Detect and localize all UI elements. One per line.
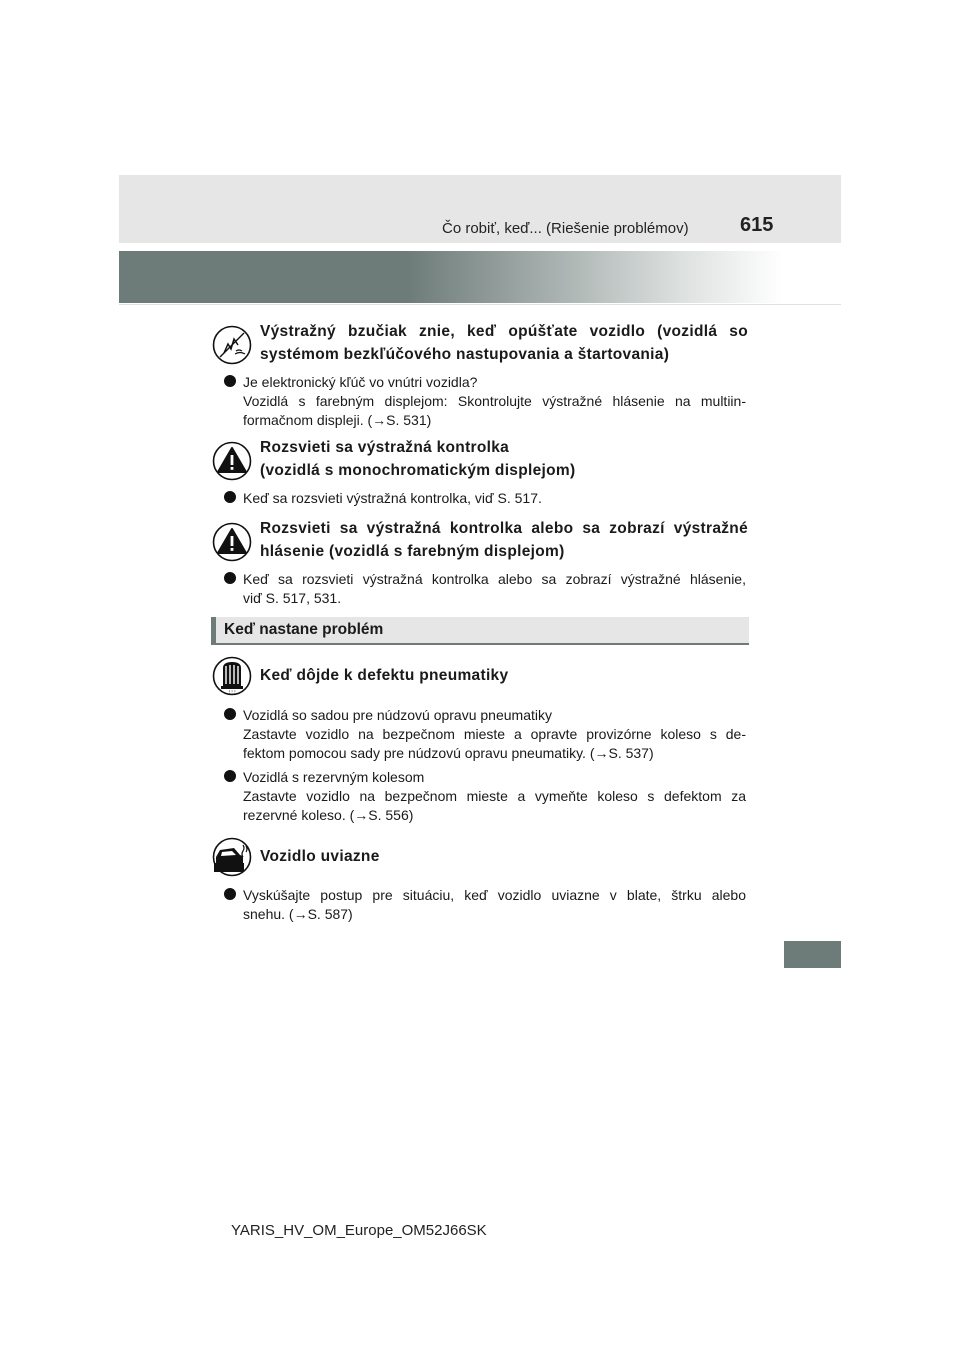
flat-tire-icon bbox=[212, 656, 252, 696]
bullet-dot bbox=[224, 375, 236, 387]
bullet-dot bbox=[224, 708, 236, 720]
buzzer-alert-icon bbox=[212, 325, 252, 365]
section-title: Čo robiť, keď... (Riešenie problémov) bbox=[442, 220, 689, 237]
box-heading: Keď nastane problém bbox=[211, 617, 749, 645]
bullet-dot bbox=[224, 491, 236, 503]
section-heading-buzzer: Výstražný bzučiak znie, keď opúšťate vozidlo (vozidlá so systémom bezkľúčového nastupovania a štartovania) bbox=[260, 323, 748, 363]
svg-text:! ! !: ! ! ! bbox=[228, 689, 236, 695]
box-heading-accent bbox=[211, 617, 216, 643]
bullet-dot bbox=[224, 572, 236, 584]
bullet-item: Vozidlá s rezervným kolesom Zastavte vozidlo na bezpečnom mieste a vymeňte koleso s defektom za rezervné koleso. (→S. 556) bbox=[224, 768, 746, 825]
page-number: 615 bbox=[740, 214, 774, 236]
section-heading-stuck: Vozidlo uviazne bbox=[260, 848, 380, 865]
chapter-bar bbox=[119, 251, 841, 303]
bullet-item: Keď sa rozsvieti výstražná kontrolka, viď S. 517. bbox=[224, 489, 746, 508]
bullet-item: Vyskúšajte postup pre situáciu, keď vozidlo uviazne v blate, štrku alebo snehu. (→S. 587) bbox=[224, 886, 746, 924]
bullet-item: Vozidlá so sadou pre núdzovú opravu pneumatiky Zastavte vozidlo na bezpečnom mieste a opravte provizórne koleso s de- fektom pomocou sady pre núdzovú opravu pneumatiky. (→S. 537) bbox=[224, 706, 746, 763]
bullet-dot bbox=[224, 888, 236, 900]
section-heading-warning-mono: Rozsvieti sa výstražná kontrolka (vozidlá s monochromatickým displejom) bbox=[260, 439, 576, 479]
footer-document-code: YARIS_HV_OM_Europe_OM52J66SK bbox=[231, 1222, 487, 1239]
bullet-item: Keď sa rozsvieti výstražná kontrolka alebo sa zobrazí výstražné hlásenie, viď S. 517, 531. bbox=[224, 570, 746, 608]
warning-icon bbox=[212, 522, 252, 562]
stuck-vehicle-icon bbox=[212, 837, 252, 877]
section-heading-warning-color: Rozsvieti sa výstražná kontrolka alebo sa zobrazí výstražné hlásenie (vozidlá s farebným displejom) bbox=[260, 520, 748, 560]
bullet-item: Je elektronický kľúč vo vnútri vozidla? Vozidlá s farebným displejom: Skontrolujte výstražné hlásenie na multiin- formačnom displeji. (→S. 531) bbox=[224, 373, 746, 430]
chapter-side-tab bbox=[784, 941, 841, 968]
warning-icon bbox=[212, 441, 252, 481]
chapter-divider bbox=[119, 304, 841, 305]
bullet-dot bbox=[224, 770, 236, 782]
section-heading-flat-tire: Keď dôjde k defektu pneumatiky bbox=[260, 667, 509, 684]
